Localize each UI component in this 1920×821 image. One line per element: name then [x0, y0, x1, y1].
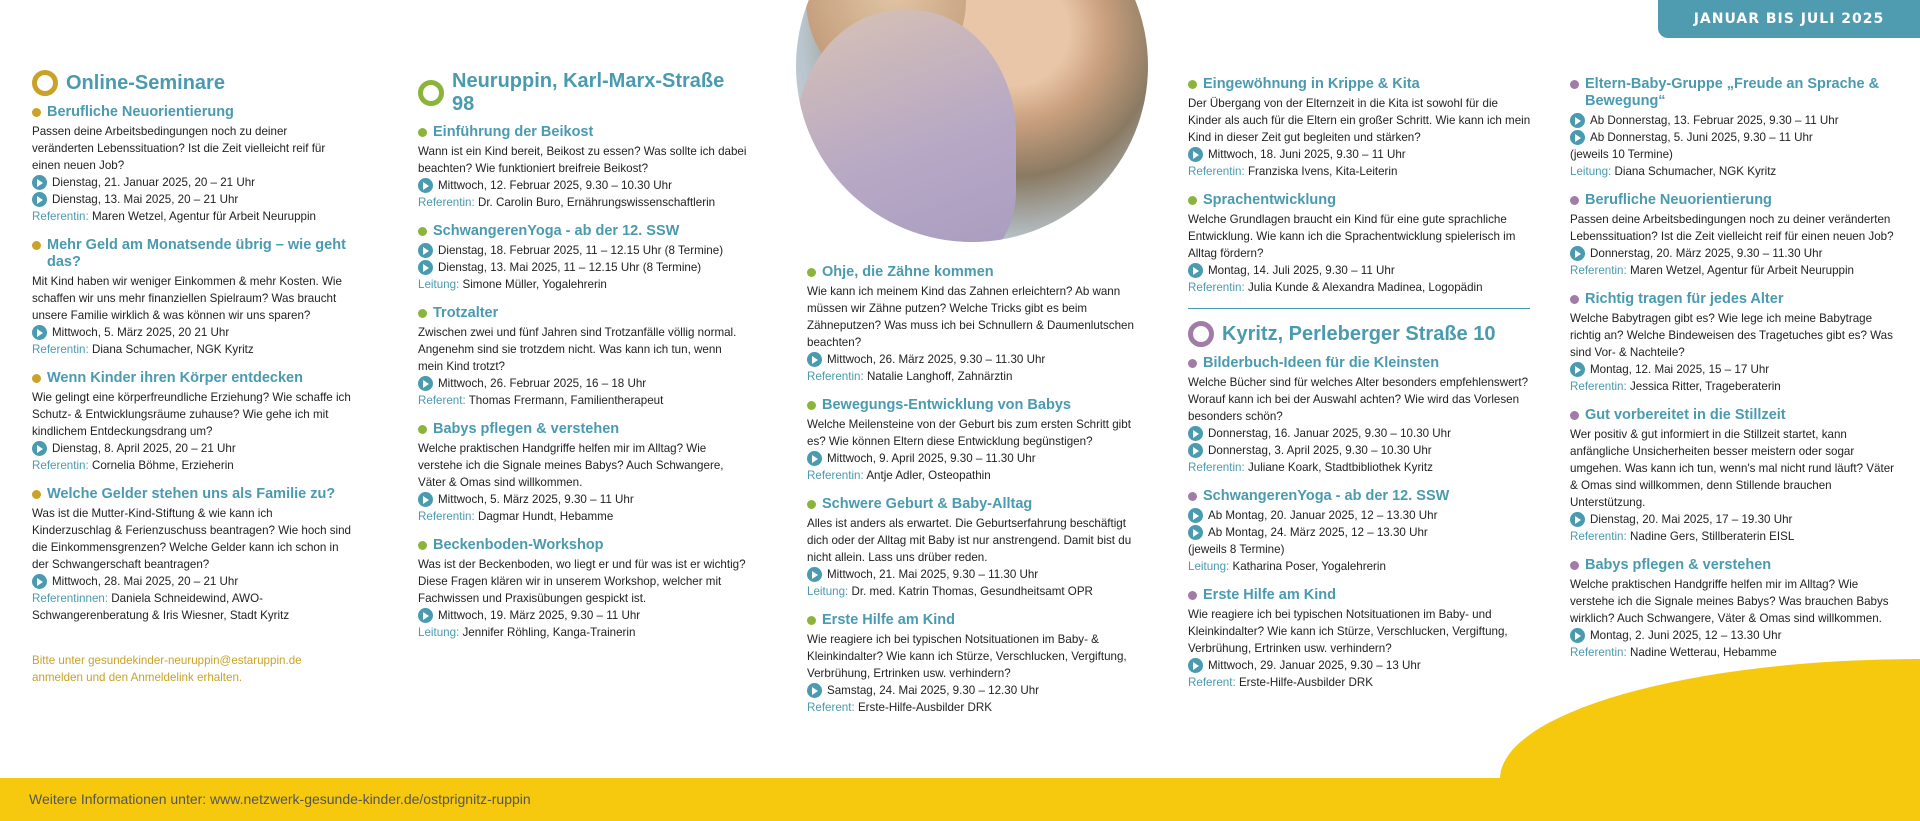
bullet-dot-icon: [1570, 295, 1579, 304]
play-arrow-icon: [1570, 130, 1585, 145]
event-title: [1188, 587, 1533, 604]
referent-label: Referentin:: [418, 510, 475, 523]
referent-label: Referent:: [1188, 676, 1236, 689]
event-description: Wie reagiere ich bei typischen Notsituationen im Baby- & Kleinkindalter? Wie kann ich Stürze, Verschlucken, Vergiftung, Verbrühung, Ertrinken usw. verhindern?: [807, 633, 1127, 680]
event-title: [1570, 407, 1900, 424]
referent-label: Referentin:: [1570, 380, 1627, 393]
event-item: [1570, 557, 1900, 661]
event-extra: (jeweils 8 Termine): [1188, 543, 1285, 556]
event-title-text: Gut vorbereitet in die Stillzeit: [1585, 407, 1786, 423]
section-title: Kyritz, Perleberger Straße 10: [1222, 322, 1496, 345]
event-title: [1570, 291, 1900, 308]
event-date: [418, 242, 748, 259]
event-description: Was ist der Beckenboden, wo liegt er und für was ist er wichtig? Diese Fragen klären wir in unserem Workshop, welcher mit Fachwissen und Praxisübungen gespickt ist.: [418, 558, 746, 605]
event-referent: [418, 392, 748, 409]
event-referent: [1570, 262, 1900, 279]
event-date: [807, 351, 1137, 368]
play-arrow-icon: [32, 574, 47, 589]
event-date: [32, 440, 352, 457]
play-arrow-icon: [1570, 512, 1585, 527]
event-title-text: Berufliche Neuorientierung: [1585, 192, 1772, 208]
event-item: [1570, 291, 1900, 395]
event-date-text: Ab Montag, 24. März 2025, 12 – 13.30 Uhr: [1208, 526, 1428, 539]
event-title-text: Erste Hilfe am Kind: [822, 612, 955, 628]
event-title: [32, 486, 352, 503]
play-arrow-icon: [418, 243, 433, 258]
bullet-dot-icon: [807, 500, 816, 509]
event-title-text: Erste Hilfe am Kind: [1203, 587, 1336, 603]
play-arrow-icon: [32, 192, 47, 207]
event-item: [418, 421, 748, 525]
event-item: [1188, 587, 1533, 691]
play-arrow-icon: [807, 567, 822, 582]
play-arrow-icon: [1188, 658, 1203, 673]
referent-label: Referentin:: [1188, 461, 1245, 474]
event-date: [807, 450, 1137, 467]
event-date: [1188, 507, 1533, 524]
event-referent: [418, 194, 748, 211]
event-title: [1570, 557, 1900, 574]
event-extra: (jeweils 10 Termine): [1570, 148, 1673, 161]
play-arrow-icon: [418, 260, 433, 275]
event-date-text: Mittwoch, 29. Januar 2025, 9.30 – 13 Uhr: [1208, 659, 1421, 672]
bullet-dot-icon: [32, 490, 41, 499]
referent-name: Diana Schumacher, NGK Kyritz: [1614, 165, 1777, 178]
event-referent: [32, 208, 352, 225]
event-date: [418, 177, 748, 194]
event-date: [1570, 361, 1900, 378]
referent-name: Julia Kunde & Alexandra Madinea, Logopädin: [1247, 281, 1483, 294]
referent-name: Cornelia Böhme, Erzieherin: [91, 459, 234, 472]
event-item: [418, 124, 748, 211]
event-title-text: SchwangerenYoga - ab der 12. SSW: [1203, 488, 1450, 504]
event-title-text: Babys pflegen & verstehen: [433, 421, 620, 437]
play-arrow-icon: [807, 451, 822, 466]
referent-label: Referentin:: [418, 196, 475, 209]
event-item: [1188, 488, 1533, 575]
event-referent: [418, 508, 748, 525]
event-item: [1570, 192, 1900, 279]
bullet-dot-icon: [32, 374, 41, 383]
referent-name: Simone Müller, Yogalehrerin: [462, 278, 607, 291]
event-description: Welche Grundlagen braucht ein Kind für eine gute sprachliche Entwicklung. Wie kann ich die Sprachentwicklung spielerisch im Alltag fördern?: [1188, 213, 1516, 260]
event-date: [1188, 442, 1533, 459]
event-referent: [32, 341, 352, 358]
event-description: Was ist die Mutter-Kind-Stiftung & wie kann ich Kinderzuschlag & Ferienzuschuss beantragen? Wie hoch sind die Einkommensgrenzen? Welche Gelder kann ich schon in der Schwangerschaft beantragen?: [32, 507, 352, 571]
event-description: Welche Bücher sind für welches Alter besonders empfehlenswert? Worauf kann ich bei der Auswahl achten? Wie wird das Vorlesen besonders schön?: [1188, 376, 1529, 423]
event-description: Mit Kind haben wir weniger Einkommen & mehr Kosten. Wie schaffen wir uns mehr finanziellen Spielraum? Was braucht unsere Familie wirklich & was können wir uns sparen?: [32, 275, 342, 322]
referent-name: Maren Wetzel, Agentur für Arbeit Neuruppin: [91, 210, 317, 223]
date-range-badge: JANUAR BIS JULI 2025: [1658, 0, 1920, 38]
event-date-text: Donnerstag, 3. April 2025, 9.30 – 10.30 Uhr: [1208, 444, 1432, 457]
event-title: [418, 124, 748, 141]
bullet-dot-icon: [807, 268, 816, 277]
event-title: [418, 223, 748, 240]
play-arrow-icon: [1570, 628, 1585, 643]
event-description: Zwischen zwei und fünf Jahren sind Trotzanfälle völlig normal. Angenehm sind sie trotzdem nicht. Was kann ich tun, wenn mein Kind trotzt?: [418, 326, 737, 373]
event-date: [1188, 524, 1533, 541]
column-online-seminare: [32, 70, 352, 686]
event-referent: [418, 624, 748, 641]
event-date: [1570, 129, 1900, 146]
section-kyritz: [1188, 321, 1533, 347]
referent-label: Referentin:: [1188, 165, 1245, 178]
event-date-text: Montag, 2. Juni 2025, 12 – 13.30 Uhr: [1590, 629, 1782, 642]
event-date-text: Mittwoch, 26. Februar 2025, 16 – 18 Uhr: [438, 377, 647, 390]
event-description: Wie gelingt eine körperfreundliche Erziehung? Wie schaffe ich Schutz- & Entwicklungsräume zuhause? Wie gehe ich mit kindlichem Entdeckungsdrang um?: [32, 391, 351, 438]
event-date-text: Mittwoch, 5. März 2025, 9.30 – 11 Uhr: [438, 493, 634, 506]
event-item: [418, 537, 748, 641]
event-title-text: Schwere Geburt & Baby-Alltag: [822, 496, 1033, 512]
event-description: Passen deine Arbeitsbedingungen noch zu deiner veränderten Lebenssituation? Ist die Zeit vielleicht reif für einen neuen Job?: [1570, 213, 1894, 243]
event-title: [1570, 76, 1900, 110]
event-item: [807, 397, 1137, 484]
mother-child-photo: [796, 0, 1148, 242]
location-ring-icon: [1188, 321, 1214, 347]
location-ring-icon: [418, 80, 444, 106]
event-title-text: Berufliche Neuorientierung: [47, 104, 234, 120]
event-title-text: Wenn Kinder ihren Körper entdecken: [47, 370, 303, 386]
event-title-text: Bewegungs-Entwicklung von Babys: [822, 397, 1071, 413]
event-date: [32, 191, 352, 208]
event-date: [1188, 425, 1533, 442]
referent-name: Dr. med. Katrin Thomas, Gesundheitsamt OPR: [851, 585, 1093, 598]
yellow-swoosh: [1500, 659, 1920, 779]
event-date-text: Dienstag, 18. Februar 2025, 11 – 12.15 Uhr (8 Termine): [438, 244, 724, 257]
event-date: [1570, 112, 1900, 129]
event-item: [1188, 355, 1533, 476]
event-date: [807, 566, 1137, 583]
event-item: [1188, 192, 1533, 296]
event-date-text: Mittwoch, 21. Mai 2025, 9.30 – 11.30 Uhr: [827, 568, 1039, 581]
event-title: [1188, 488, 1533, 505]
event-date-text: Ab Donnerstag, 5. Juni 2025, 9.30 – 11 Uhr: [1590, 131, 1813, 144]
event-date-text: Dienstag, 21. Januar 2025, 20 – 21 Uhr: [52, 176, 256, 189]
event-date: [807, 682, 1137, 699]
bullet-dot-icon: [807, 616, 816, 625]
bullet-dot-icon: [1570, 411, 1579, 420]
event-item: [32, 370, 352, 474]
event-item: [807, 612, 1137, 716]
event-referent: [807, 467, 1137, 484]
event-title-text: Eingewöhnung in Krippe & Kita: [1203, 76, 1420, 92]
event-description: Der Übergang von der Elternzeit in die Kita ist sowohl für die Kinder als auch für die Eltern ein großer Schritt. Wie kann ich mein Kind in dieser Zeit gut begleiten und stärken?: [1188, 97, 1531, 144]
footer-info-text: Weitere Informationen unter: www.netzwerk-gesunde-kinder.de/ostprignitz-ruppin: [29, 791, 531, 807]
event-date: [1188, 657, 1533, 674]
event-date: [1570, 627, 1900, 644]
event-title: [807, 397, 1137, 414]
event-date-text: Mittwoch, 9. April 2025, 9.30 – 11.30 Uhr: [827, 452, 1036, 465]
referent-name: Daniela Schneidewind, AWO-Schwangerenberatung & Iris Wiesner, Stadt Kyritz: [32, 592, 290, 622]
play-arrow-icon: [32, 175, 47, 190]
bullet-dot-icon: [418, 128, 427, 137]
referent-name: Dr. Carolin Buro, Ernährungswissenschaftlerin: [477, 196, 716, 209]
bullet-dot-icon: [1570, 80, 1579, 89]
event-description: Passen deine Arbeitsbedingungen noch zu deiner veränderten Lebenssituation? Ist die Zeit vielleicht reif für einen neuen Job?: [32, 125, 326, 172]
referent-label: Leitung:: [418, 626, 460, 639]
event-description: Welche Meilensteine von der Geburt bis zum ersten Schritt gibt es? Wie können Eltern diese Entwicklung begünstigen?: [807, 418, 1131, 448]
event-item: [807, 264, 1137, 385]
event-title: [1188, 355, 1533, 372]
event-referent: [1188, 558, 1533, 575]
event-item: [32, 104, 352, 225]
event-date-text: Mittwoch, 28. Mai 2025, 20 – 21 Uhr: [52, 575, 239, 588]
event-date-text: Mittwoch, 12. Februar 2025, 9.30 – 10.30 Uhr: [438, 179, 672, 192]
footer-bar: [0, 778, 1920, 821]
event-description: Welche praktischen Handgriffe helfen mir im Alltag? Wie verstehe ich die Signale meines Babys? Was brauchen Babys wirklich? Auch Schwangere, Väter & Omas sind willkommen.: [1570, 578, 1889, 625]
event-referent: [807, 368, 1137, 385]
referent-label: Leitung:: [1570, 165, 1612, 178]
bullet-dot-icon: [1188, 196, 1197, 205]
referent-label: Referentin:: [1570, 264, 1627, 277]
event-item: [32, 237, 352, 358]
event-item: [1570, 76, 1900, 180]
referent-name: Antje Adler, Osteopathin: [866, 469, 991, 482]
event-title-text: Bilderbuch-Ideen für die Kleinsten: [1203, 355, 1440, 371]
event-referent: [807, 583, 1137, 600]
event-date: [418, 491, 748, 508]
event-title: [807, 264, 1137, 281]
event-description: Wann ist ein Kind bereit, Beikost zu essen? Was sollte ich dabei beachten? Wie funktioniert breifreie Beikost?: [418, 145, 747, 175]
event-title: [418, 537, 748, 554]
event-description: Wie kann ich meinem Kind das Zahnen erleichtern? Ab wann müssen wir Zähne putzen? Welche Tricks gibt es beim Zähneputzen? Was muss ich bei Schnullern & Daumenlutschen beachten?: [807, 285, 1134, 349]
event-referent: [1188, 674, 1533, 691]
bullet-dot-icon: [32, 108, 41, 117]
event-referent: [1570, 644, 1900, 661]
play-arrow-icon: [418, 608, 433, 623]
event-referent: [1570, 163, 1900, 180]
event-date-text: Samstag, 24. Mai 2025, 9.30 – 12.30 Uhr: [827, 684, 1040, 697]
event-title-text: Beckenboden-Workshop: [433, 537, 604, 553]
event-date: [418, 259, 748, 276]
event-title: [418, 305, 748, 322]
referent-label: Referent:: [418, 394, 466, 407]
referent-label: Referentin:: [32, 210, 89, 223]
play-arrow-icon: [1570, 362, 1585, 377]
event-title-text: Richtig tragen für jedes Alter: [1585, 291, 1784, 307]
bullet-dot-icon: [1188, 591, 1197, 600]
event-description: Wie reagiere ich bei typischen Notsituationen im Baby- und Kleinkindalter? Wie kann ich Stürze, Verschlucken, Vergiftung, Verbrühung, Ertrinken usw. verhindern?: [1188, 608, 1508, 655]
event-item: [418, 305, 748, 409]
event-description: Welche Babytragen gibt es? Wie lege ich meine Babytrage richtig an? Welche Bindeweisen des Tragetuches gibt es? Was sind Vor- & Nachteile?: [1570, 312, 1893, 359]
event-title-text: Einführung der Beikost: [433, 124, 594, 140]
event-title: [1188, 192, 1533, 209]
play-arrow-icon: [1188, 508, 1203, 523]
event-referent: [1570, 378, 1900, 395]
event-date: [32, 324, 352, 341]
column-right: [1570, 76, 1900, 673]
event-title: [32, 370, 352, 387]
bullet-dot-icon: [1188, 359, 1197, 368]
event-title-text: Eltern-Baby-Gruppe „Freude an Sprache & Bewegung“: [1585, 76, 1880, 109]
column-neuruppin: [418, 70, 748, 653]
event-date-text: Dienstag, 13. Mai 2025, 11 – 12.15 Uhr (8 Termine): [438, 261, 702, 274]
bullet-dot-icon: [1570, 196, 1579, 205]
column-kyritz: [1188, 76, 1533, 703]
referent-label: Referentin:: [1570, 646, 1627, 659]
referent-name: Maren Wetzel, Agentur für Arbeit Neuruppin: [1629, 264, 1855, 277]
play-arrow-icon: [1188, 426, 1203, 441]
referent-label: Leitung:: [807, 585, 849, 598]
referent-name: Katharina Poser, Yogalehrerin: [1232, 560, 1386, 573]
event-referent: [1188, 163, 1533, 180]
event-referent: [418, 276, 748, 293]
event-title: [1188, 76, 1533, 93]
play-arrow-icon: [1188, 263, 1203, 278]
event-date-text: Ab Donnerstag, 13. Februar 2025, 9.30 – 11 Uhr: [1590, 114, 1839, 127]
event-date: [418, 375, 748, 392]
section-neuruppin: [418, 70, 748, 116]
event-title: [32, 237, 352, 271]
event-referent: [807, 699, 1137, 716]
event-title: [807, 612, 1137, 629]
bullet-dot-icon: [418, 541, 427, 550]
event-date: [32, 174, 352, 191]
bullet-dot-icon: [32, 241, 41, 250]
event-title-text: Babys pflegen & verstehen: [1585, 557, 1772, 573]
registration-note: Bitte unter gesundekinder-neuruppin@estaruppin.de anmelden und den Anmeldelink erhalten.: [32, 654, 302, 684]
referent-label: Referentin:: [1570, 530, 1627, 543]
section-online-seminare: [32, 70, 352, 96]
referent-name: Jessica Ritter, Trageberaterin: [1629, 380, 1781, 393]
play-arrow-icon: [1570, 246, 1585, 261]
event-title-text: Sprachentwicklung: [1203, 192, 1336, 208]
referent-label: Referentin:: [1188, 281, 1245, 294]
event-item: [418, 223, 748, 293]
referent-label: Referentin:: [807, 469, 864, 482]
play-arrow-icon: [807, 683, 822, 698]
play-arrow-icon: [418, 492, 433, 507]
event-date: [418, 607, 748, 624]
event-date-text: Mittwoch, 18. Juni 2025, 9.30 – 11 Uhr: [1208, 148, 1406, 161]
play-arrow-icon: [1188, 525, 1203, 540]
event-description: Wer positiv & gut informiert in die Stillzeit startet, kann anfängliche Unsicherheiten besser meistern oder sogar umgehen. Was kann ich tun, wenn's mal nicht rund läuft? Väter & Omas sind willkommen, denn Stillende brauchen Unterstützung.: [1570, 428, 1895, 509]
referent-label: Leitung:: [418, 278, 460, 291]
referent-name: Nadine Gers, Stillberaterin EISL: [1629, 530, 1795, 543]
event-date: [1188, 262, 1533, 279]
referent-label: Referent:: [807, 701, 855, 714]
play-arrow-icon: [32, 441, 47, 456]
referent-name: Nadine Wetterau, Hebamme: [1629, 646, 1777, 659]
referent-name: Thomas Frermann, Familientherapeut: [468, 394, 664, 407]
referent-label: Referentin:: [32, 459, 89, 472]
event-item: [1570, 407, 1900, 545]
play-arrow-icon: [1188, 147, 1203, 162]
event-title-text: SchwangerenYoga - ab der 12. SSW: [433, 223, 680, 239]
bullet-dot-icon: [1188, 80, 1197, 89]
play-arrow-icon: [1570, 113, 1585, 128]
event-referent: [32, 457, 352, 474]
event-date-text: Ab Montag, 20. Januar 2025, 12 – 13.30 Uhr: [1208, 509, 1438, 522]
event-date: [1188, 146, 1533, 163]
bullet-dot-icon: [418, 425, 427, 434]
event-title-text: Mehr Geld am Monatsende übrig – wie geht das?: [47, 237, 346, 270]
event-referent: [1188, 279, 1533, 296]
referent-name: Jennifer Röhling, Kanga-Trainerin: [462, 626, 636, 639]
bullet-dot-icon: [418, 227, 427, 236]
referent-label: Referentinnen:: [32, 592, 109, 605]
event-date-text: Dienstag, 20. Mai 2025, 17 – 19.30 Uhr: [1590, 513, 1793, 526]
event-date-text: Mittwoch, 26. März 2025, 9.30 – 11.30 Uhr: [827, 353, 1046, 366]
event-date: [1570, 511, 1900, 528]
play-arrow-icon: [807, 352, 822, 367]
location-ring-icon: [32, 70, 58, 96]
event-item: [1188, 76, 1533, 180]
referent-name: Dagmar Hundt, Hebamme: [477, 510, 614, 523]
event-description: Alles ist anders als erwartet. Die Geburtserfahrung beschäftigt dich oder der Alltag mit Baby ist nur anstrengend. Damit bist du nicht allein. Lass uns drüber reden.: [807, 517, 1132, 564]
referent-label: Referentin:: [32, 343, 89, 356]
column-middle: [807, 264, 1137, 728]
section-divider: [1188, 308, 1530, 309]
event-date-text: Mittwoch, 5. März 2025, 20 21 Uhr: [52, 326, 230, 339]
referent-name: Natalie Langhoff, Zahnärztin: [866, 370, 1013, 383]
event-title: [1570, 192, 1900, 209]
event-date: [1570, 245, 1900, 262]
event-item: [807, 496, 1137, 600]
bullet-dot-icon: [807, 401, 816, 410]
referent-name: Juliane Koark, Stadtbibliothek Kyritz: [1247, 461, 1433, 474]
event-item: [32, 486, 352, 624]
event-referent: [1188, 459, 1533, 476]
play-arrow-icon: [32, 325, 47, 340]
event-date-text: Dienstag, 13. Mai 2025, 20 – 21 Uhr: [52, 193, 239, 206]
bullet-dot-icon: [1570, 561, 1579, 570]
section-title: Neuruppin, Karl-Marx-Straße 98: [452, 70, 725, 115]
play-arrow-icon: [418, 178, 433, 193]
event-date-text: Montag, 14. Juli 2025, 9.30 – 11 Uhr: [1208, 264, 1395, 277]
play-arrow-icon: [418, 376, 433, 391]
event-description: Welche praktischen Handgriffe helfen mir im Alltag? Wie verstehe ich die Signale meines Babys? Auch Schwangere, Väter & Omas sind willkommen.: [418, 442, 724, 489]
referent-name: Diana Schumacher, NGK Kyritz: [91, 343, 254, 356]
event-date-text: Mittwoch, 19. März 2025, 9.30 – 11 Uhr: [438, 609, 641, 622]
event-referent: [32, 590, 352, 624]
referent-label: Leitung:: [1188, 560, 1230, 573]
event-title: [418, 421, 748, 438]
referent-name: Franziska Ivens, Kita-Leiterin: [1247, 165, 1398, 178]
event-date-text: Donnerstag, 20. März 2025, 9.30 – 11.30 Uhr: [1590, 247, 1823, 260]
event-title: [807, 496, 1137, 513]
event-title-text: Trotzalter: [433, 305, 499, 321]
event-date: [32, 573, 352, 590]
event-date-text: Montag, 12. Mai 2025, 15 – 17 Uhr: [1590, 363, 1770, 376]
referent-name: Erste-Hilfe-Ausbilder DRK: [1238, 676, 1373, 689]
event-date-text: Dienstag, 8. April 2025, 20 – 21 Uhr: [52, 442, 236, 455]
child-body: [796, 10, 1016, 242]
referent-label: Referentin:: [807, 370, 864, 383]
bullet-dot-icon: [1188, 492, 1197, 501]
referent-name: Erste-Hilfe-Ausbilder DRK: [857, 701, 992, 714]
section-title: Online-Seminare: [66, 71, 225, 94]
event-referent: [1570, 528, 1900, 545]
event-title-text: Welche Gelder stehen uns als Familie zu?: [47, 486, 336, 502]
play-arrow-icon: [1188, 443, 1203, 458]
event-date-text: Donnerstag, 16. Januar 2025, 9.30 – 10.30 Uhr: [1208, 427, 1451, 440]
event-title: [32, 104, 352, 121]
bullet-dot-icon: [418, 309, 427, 318]
event-title-text: Ohje, die Zähne kommen: [822, 264, 994, 280]
